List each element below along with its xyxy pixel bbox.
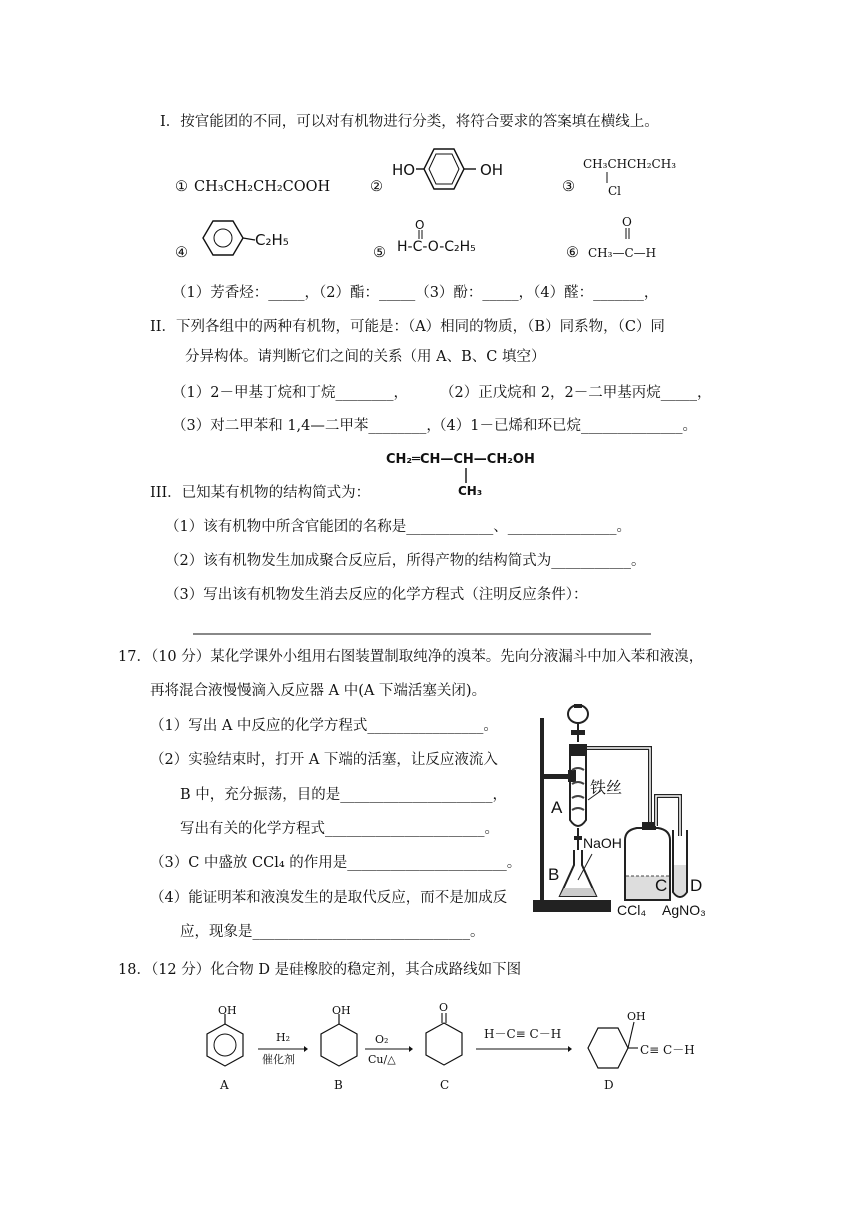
q17-part-2-line2: B 中，充分振荡，目的是_____________________， <box>180 787 508 803</box>
route-label-c: C <box>440 1078 450 1092</box>
compound-4-group: C₂H₅ <box>255 231 289 249</box>
section3-structure-methyl: CH₃ <box>458 484 483 498</box>
route-compound-b-ring <box>316 1014 362 1070</box>
compound-2-left-group: HO <box>392 161 416 179</box>
q17-intro-line2: 再将混合液慢慢滴入反应器 A 中(A 下端活塞关闭)。 <box>150 683 487 699</box>
q17-part-4-line1: （4）能证明苯和液溴发生的是取代反应，而不是加成反 <box>150 890 508 906</box>
section2-heading-line1: II．下列各组中的两种有机物，可能是：（A）相同的物质，（B）同系物，（C）同 <box>150 319 665 335</box>
compound-4-label: ④ <box>175 245 188 261</box>
compound-3-substituent: Cl <box>608 184 622 198</box>
compound-5-carbonyl-o: O <box>415 218 425 232</box>
compound-5-formula: H-C-O-C₂H₅ <box>397 239 476 255</box>
route-reagent-2-top: O₂ <box>375 1033 389 1046</box>
apparatus-label-iron-wire: 铁丝 <box>590 780 623 797</box>
benzene-ring-4 <box>200 218 260 264</box>
q17-part-2-line1: （2）实验结束时，打开 A 下端的活塞，让反应液流入 <box>150 752 498 768</box>
section3-question-2: （2）该有机物发生加成聚合反应后，所得产物的结构简式为___________。 <box>165 553 646 569</box>
apparatus-label-ccl4: CCl₄ <box>617 902 647 918</box>
section3-heading: III．已知某有机物的结构简式为： <box>150 485 371 501</box>
q17-part-1: （1）写出 A 中反应的化学方程式________________。 <box>150 718 498 734</box>
apparatus-label-agno3: AgNO₃ <box>662 902 706 918</box>
section2-question-1: （1）2－甲基丁烷和丁烷________， <box>172 385 408 401</box>
apparatus-label-a: A <box>551 798 563 817</box>
section3-structure-main: CH₂═CH—CH—CH₂OH <box>386 452 535 467</box>
benzene-ring-2 <box>414 146 484 196</box>
q17-part-4-line2: 应，现象是______________________________。 <box>180 924 485 940</box>
route-reagent-1-top: H₂ <box>276 1031 291 1044</box>
section2-question-4: （4）1－已烯和环已烷______________。 <box>432 418 697 434</box>
route-d-substituent: C≡ C－H <box>640 1043 695 1057</box>
route-label-b: B <box>334 1078 343 1092</box>
route-compound-d-ring <box>578 1018 638 1078</box>
route-label-d: D <box>604 1078 614 1092</box>
section2-question-2: （2）正戊烷和 2，2－二甲基丙烷_____， <box>440 385 712 401</box>
compound-3-label: ③ <box>562 179 575 195</box>
section1-questions: （1）芳香烃：_____，（2）酯：_____（3）酚：_____，（4）醛：_______， <box>172 285 659 301</box>
route-label-a: A <box>220 1078 229 1092</box>
section3-question-3: （3）写出该有机物发生消去反应的化学方程式（注明反应条件）： <box>165 587 588 603</box>
compound-2-label: ② <box>370 179 383 195</box>
apparatus-label-naoh: NaOH <box>583 835 622 851</box>
section1-heading: I．按官能团的不同，可以对有机物进行分类，将符合要求的答案填在横线上。 <box>160 114 659 130</box>
section3-question-1: （1）该有机物中所含官能团的名称是____________、_______________。 <box>165 519 631 535</box>
compound-6-formula: CH₃—C—H <box>588 246 657 260</box>
route-arrow-3 <box>476 1044 572 1054</box>
q17-intro-line1: 17．（10 分）某化学课外小组用右图装置制取纯净的溴苯。先向分液漏斗中加入苯和液溴， <box>118 649 704 665</box>
compound-3-formula: CH₃CHCH₂CH₃ <box>583 157 677 171</box>
apparatus-label-c: C <box>655 876 668 895</box>
route-a-oh: OH <box>218 1004 237 1017</box>
route-compound-a-ring <box>202 1014 248 1070</box>
route-reagent-3: H－C≡ C－H <box>484 1027 562 1041</box>
route-c-o: O <box>439 1001 449 1014</box>
route-compound-c-ring <box>421 1013 467 1069</box>
apparatus-label-d: D <box>690 876 703 895</box>
section2-heading-line2: 分异构体。请判断它们之间的关系（用 A、B、C 填空） <box>185 349 546 365</box>
compound-1-label: ① <box>175 179 188 195</box>
route-reagent-2-bottom: Cu/△ <box>368 1053 396 1066</box>
compound-5-label: ⑤ <box>373 245 386 261</box>
q17-part-2-line3: 写出有关的化学方程式______________________。 <box>180 821 499 837</box>
route-d-oh: OH <box>627 1010 646 1023</box>
compound-6-double-bond <box>624 228 632 240</box>
compound-1-formula: CH₃CH₂CH₂COOH <box>194 179 331 195</box>
q18-intro: 18．（12 分）化合物 D 是硅橡胶的稳定剂，其合成路线如下图 <box>118 962 522 978</box>
compound-6-label: ⑥ <box>566 245 579 261</box>
route-reagent-1-bottom: 催化剂 <box>262 1053 295 1066</box>
compound-6-carbonyl-o: O <box>622 215 632 229</box>
route-b-oh: OH <box>332 1004 351 1017</box>
q17-part-3: （3）C 中盛放 CCl₄ 的作用是______________________。 <box>150 855 522 871</box>
compound-2-right-group: OH <box>480 161 504 179</box>
apparatus-label-b: B <box>548 865 560 884</box>
answer-line <box>193 633 653 636</box>
section2-question-3: （3）对二甲苯和 1,4—二甲苯________， <box>172 418 441 434</box>
